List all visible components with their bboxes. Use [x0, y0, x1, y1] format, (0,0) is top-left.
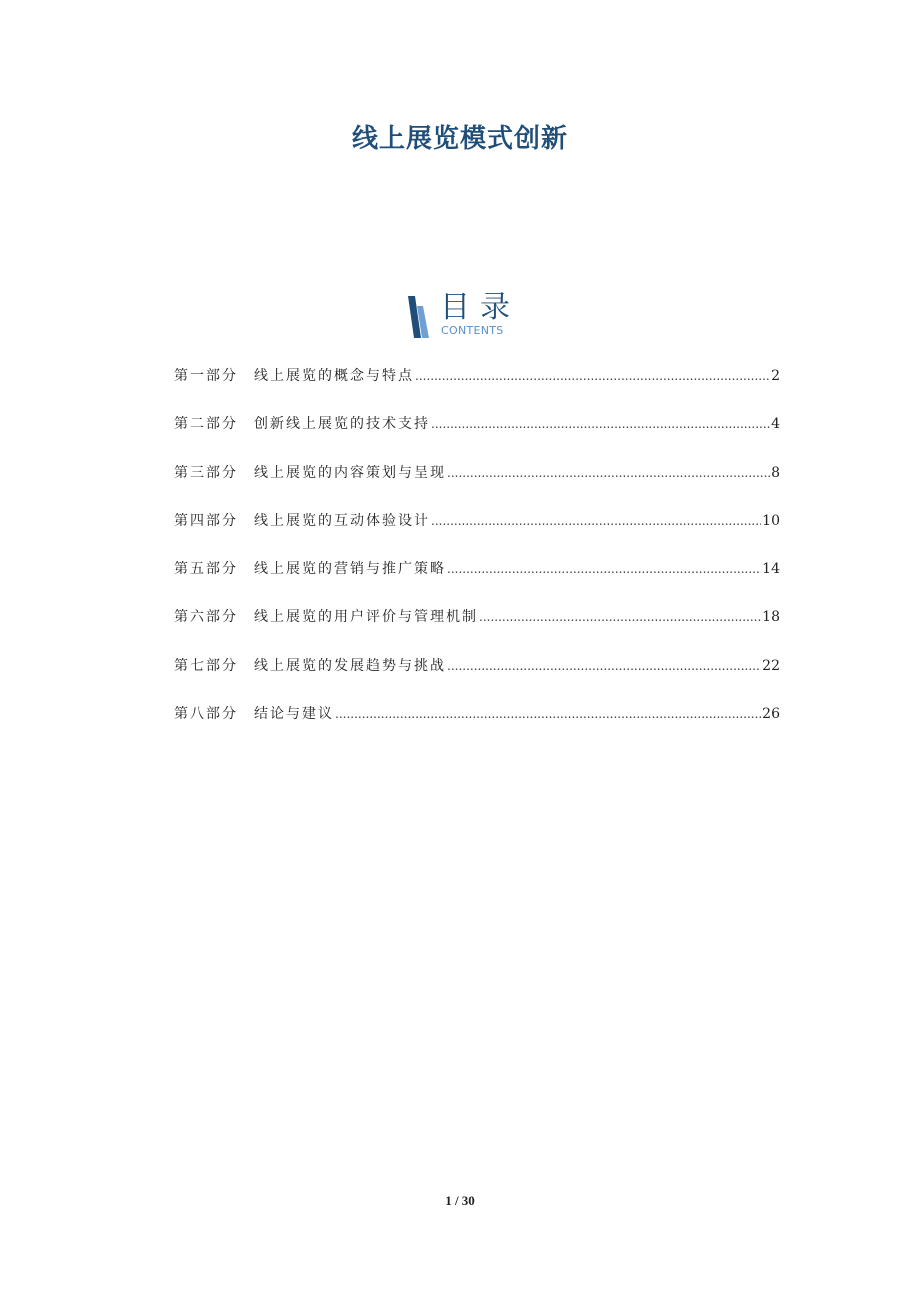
toc-entry-part: 第三部分: [174, 464, 238, 481]
toc-entry-part: 第七部分: [174, 657, 238, 674]
toc-entry-leader: [447, 463, 770, 483]
toc-entry-leader: [479, 607, 761, 627]
toc-subheading: CONTENTS: [441, 324, 504, 337]
toc-entry-page-number: 22: [762, 657, 780, 674]
toc-entry-page-number: 14: [762, 561, 780, 578]
toc-entry-page-number: 26: [762, 706, 780, 723]
toc-entry-part: 第五部分: [174, 561, 238, 578]
toc-entry-title: 线上展览的用户评价与管理机制: [254, 609, 478, 626]
page-indicator: 1 / 30: [445, 1193, 475, 1208]
toc-entry-leader: [431, 414, 770, 434]
toc-entry-title: 线上展览的互动体验设计: [254, 512, 430, 529]
toc-entry-title: 结论与建议: [254, 706, 334, 723]
toc-entry[interactable]: [174, 511, 780, 559]
toc-entry-part: 第八部分: [174, 706, 238, 723]
toc-entry[interactable]: [174, 414, 780, 462]
toc-entry-page-number: 10: [762, 512, 780, 529]
toc-entry-leader: [335, 704, 761, 724]
toc-entry-title: 创新线上展览的技术支持: [254, 416, 430, 433]
toc-entry-page-number: 4: [771, 416, 780, 433]
toc-entry[interactable]: [174, 559, 780, 607]
toc-entry-page-number: 18: [762, 609, 780, 626]
toc-entry-leader: [447, 656, 761, 676]
toc-entry-title: 线上展览的发展趋势与挑战: [254, 657, 446, 674]
toc-entry-leader: [415, 366, 770, 386]
toc-entry-title: 线上展览的概念与特点: [254, 368, 414, 384]
toc-entry[interactable]: [174, 607, 780, 655]
toc-entry-leader: [447, 559, 761, 579]
toc-heading: 目录: [440, 290, 520, 325]
toc-entry[interactable]: [174, 366, 780, 414]
toc-entry-page-number: 8: [771, 464, 780, 481]
toc-entry-leader: [431, 511, 761, 531]
toc-logo-icon: [408, 296, 430, 338]
toc-entry-title: 线上展览的内容策划与呈现: [254, 464, 446, 481]
document-title: 线上展览模式创新: [351, 124, 568, 154]
toc-entry[interactable]: [174, 704, 780, 752]
toc-entry[interactable]: [174, 463, 780, 511]
toc-list: [174, 366, 780, 752]
toc-entry[interactable]: [174, 656, 780, 704]
toc-entry-part: 第二部分: [174, 416, 238, 433]
toc-entry-page-number: 2: [771, 368, 780, 384]
toc-entry-part: 第一部分: [174, 368, 238, 384]
toc-header: [408, 292, 528, 342]
toc-entry-title: 线上展览的营销与推广策略: [254, 561, 446, 578]
toc-entry-part: 第六部分: [174, 609, 238, 626]
toc-entry-part: 第四部分: [174, 512, 238, 529]
